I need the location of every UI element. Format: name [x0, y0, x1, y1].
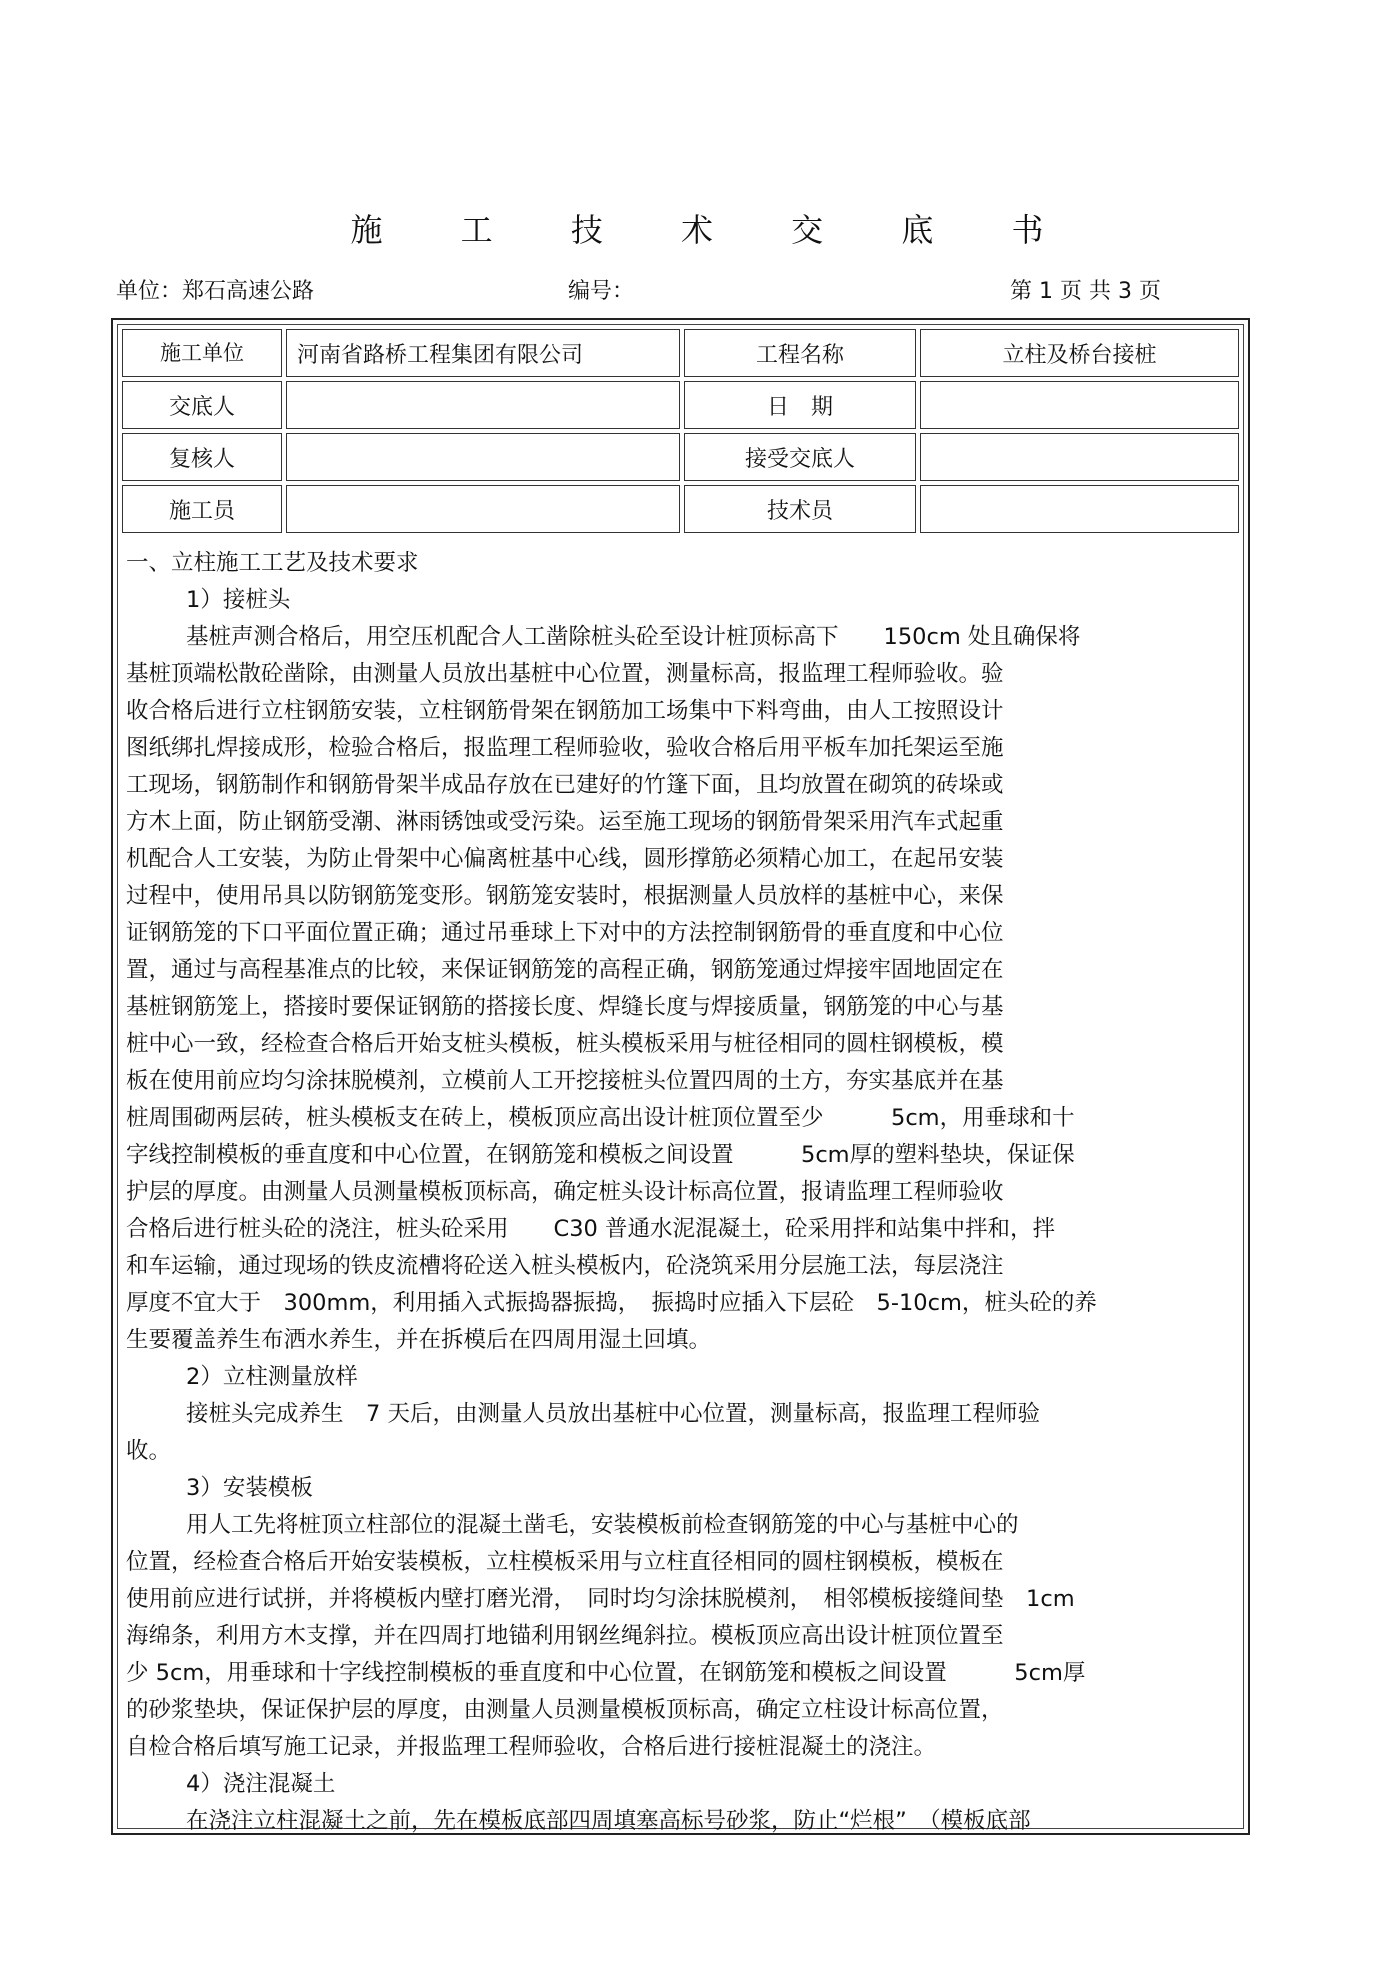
construction-unit-label: 施工单位 — [122, 329, 282, 377]
header-table — [118, 325, 1243, 537]
text-line: 使用前应进行试拼，并将模板内壁打磨光滑， 同时均匀涂抹脱模剂， 相邻模板接缝间垫 1cm — [126, 1586, 1075, 1612]
constructor-label: 施工员 — [122, 485, 282, 533]
unit-label: 单位：郑石高速公路 — [116, 279, 315, 304]
subsection-heading: 1）接桩头 — [186, 587, 291, 613]
reviewer-label: 复核人 — [122, 433, 282, 481]
page-indicator: 第 1 页 共 3 页 — [1010, 279, 1161, 304]
section-heading: 一、立柱施工工艺及技术要求 — [126, 550, 419, 576]
constructor-value — [286, 485, 680, 533]
text-line: 置，通过与高程基准点的比较，来保证钢筋笼的高程正确，钢筋笼通过焊接牢固地固定在 — [126, 957, 1004, 983]
text-line: 护层的厚度。由测量人员测量模板顶标高，确定桩头设计标高位置，报请监理工程师验收 — [126, 1179, 1004, 1205]
technician-label: 技术员 — [684, 485, 916, 533]
paragraph-concrete — [126, 1803, 1246, 1840]
table-row — [122, 329, 1239, 377]
date-label: 日 期 — [684, 381, 916, 429]
text-line: 少 5cm，用垂球和十字线控制模板的垂直度和中心位置，在钢筋笼和模板之间设置 5cm厚 — [126, 1660, 1086, 1686]
text-line: 桩中心一致，经检查合格后开始支桩头模板，桩头模板采用与桩径相同的圆柱钢模板，模 — [126, 1031, 1004, 1057]
paragraph-survey — [126, 1396, 1246, 1470]
subsection-heading: 2）立柱测量放样 — [186, 1364, 358, 1390]
text-line: 字线控制模板的垂直度和中心位置，在钢筋笼和模板之间设置 5cm厚的塑料垫块，保证保 — [126, 1142, 1075, 1168]
table-row — [122, 381, 1239, 429]
project-name-value: 立柱及桥台接桩 — [920, 329, 1239, 377]
text-line: 过程中，使用吊具以防钢筋笼变形。钢筋笼安装时，根据测量人员放样的基桩中心，来保 — [126, 883, 1004, 909]
number-label: 编号： — [568, 279, 635, 304]
text-line: 证钢筋笼的下口平面位置正确；通过吊垂球上下对中的方法控制钢筋骨的垂直度和中心位 — [126, 920, 1004, 946]
text-line: 接桩头完成养生 7 天后，由测量人员放出基桩中心位置，测量标高，报监理工程师验 — [186, 1401, 1040, 1427]
text-line: 合格后进行桩头砼的浇注，桩头砼采用 C30 普通水泥混凝土，砼采用拌和站集中拌和，拌 — [126, 1216, 1055, 1242]
subsection-heading: 4）浇注混凝土 — [186, 1771, 336, 1797]
paragraph-pile-head — [126, 619, 1246, 1359]
text-line: 自检合格后填写施工记录，并报监理工程师验收，合格后进行接桩混凝土的浇注。 — [126, 1734, 937, 1760]
document-title: 施 工 技 术 交 底 书 — [350, 211, 1078, 249]
text-line: 用人工先将桩顶立柱部位的混凝土凿毛，安装模板前检查钢筋笼的中心与基桩中心的 — [186, 1512, 1019, 1538]
text-line: 方木上面，防止钢筋受潮、淋雨锈蚀或受污染。运至施工现场的钢筋骨架采用汽车式起重 — [126, 809, 1004, 835]
recipient-value — [920, 433, 1239, 481]
form-inner-frame — [117, 324, 1244, 1834]
table-row — [122, 485, 1239, 533]
text-line: 图纸绑扎焊接成形，检验合格后，报监理工程师验收，验收合格后用平板车加托架运至施 — [126, 735, 1004, 761]
presenter-value — [286, 381, 680, 429]
text-line: 基桩钢筋笼上，搭接时要保证钢筋的搭接长度、焊缝长度与焊接质量，钢筋笼的中心与基 — [126, 994, 1004, 1020]
text-line: 工现场，钢筋制作和钢筋骨架半成品存放在已建好的竹篷下面，且均放置在砌筑的砖垛或 — [126, 772, 1004, 798]
text-line: 在浇注立柱混凝土之前，先在模板底部四周填塞高标号砂浆，防止“烂根” （模板底部 — [186, 1808, 1031, 1834]
text-line: 生要覆盖养生布洒水养生，并在拆模后在四周用湿土回填。 — [126, 1327, 712, 1353]
text-line: 基桩顶端松散砼凿除，由测量人员放出基桩中心位置，测量标高，报监理工程师验收。验 — [126, 661, 1004, 687]
reviewer-value — [286, 433, 680, 481]
presenter-label: 交底人 — [122, 381, 282, 429]
text-line: 位置，经检查合格后开始安装模板，立柱模板采用与立柱直径相同的圆柱钢模板，模板在 — [126, 1549, 1004, 1575]
technician-value — [920, 485, 1239, 533]
text-line: 基桩声测合格后，用空压机配合人工凿除桩头砼至设计桩顶标高下 150cm 处且确保将 — [186, 624, 1081, 650]
date-value — [920, 381, 1239, 429]
project-name-label: 工程名称 — [684, 329, 916, 377]
text-line: 厚度不宜大于 300mm，利用插入式振捣器振捣， 振捣时应插入下层砼 5-10cm，桩头砼的养 — [126, 1290, 1097, 1316]
text-line: 桩周围砌两层砖，桩头模板支在砖上，模板顶应高出设计桩顶位置至少 5cm，用垂球和十 — [126, 1105, 1075, 1131]
text-line: 海绵条，利用方木支撑，并在四周打地锚利用钢丝绳斜拉。模板顶应高出设计桩顶位置至 — [126, 1623, 1004, 1649]
text-line: 收。 — [126, 1438, 172, 1464]
text-line: 机配合人工安装，为防止骨架中心偏离桩基中心线，圆形撑筋必须精心加工，在起吊安装 — [126, 846, 1004, 872]
text-line: 收合格后进行立柱钢筋安装，立柱钢筋骨架在钢筋加工场集中下料弯曲，由人工按照设计 — [126, 698, 1004, 724]
recipient-label: 接受交底人 — [684, 433, 916, 481]
subsection-heading: 3）安装模板 — [186, 1475, 313, 1501]
form-frame — [111, 318, 1250, 1835]
document-body — [126, 545, 1246, 1840]
table-row — [122, 433, 1239, 481]
text-line: 的砂浆垫块，保证保护层的厚度，由测量人员测量模板顶标高，确定立柱设计标高位置， — [126, 1697, 1004, 1723]
paragraph-formwork — [126, 1507, 1246, 1766]
text-line: 和车运输，通过现场的铁皮流槽将砼送入桩头模板内，砼浇筑采用分层施工法，每层浇注 — [126, 1253, 1004, 1279]
text-line: 板在使用前应均匀涂抹脱模剂，立模前人工开挖接桩头位置四周的土方，夯实基底并在基 — [126, 1068, 1004, 1094]
construction-unit-value: 河南省路桥工程集团有限公司 — [286, 329, 680, 377]
